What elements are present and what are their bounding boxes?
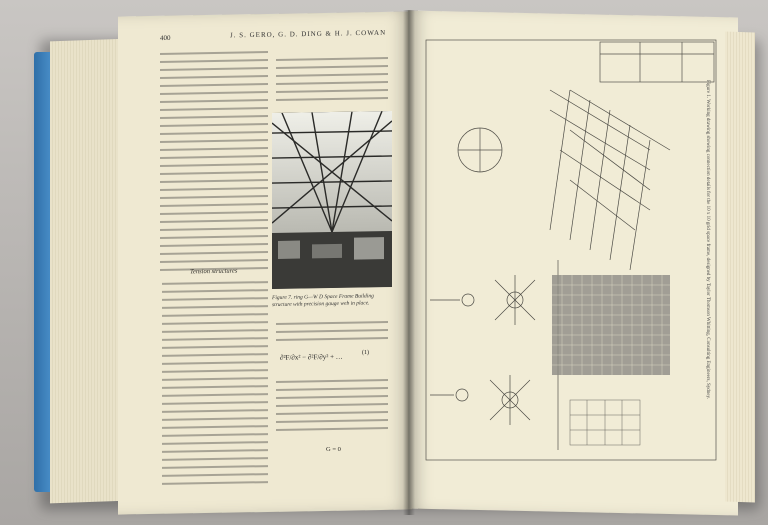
equation	[280, 347, 370, 367]
section-heading: Tension structures	[190, 267, 238, 276]
figure-caption: Figure 7. ring G—W D Space Frame Building structure with precision gauge web in place.	[272, 293, 374, 309]
technical-drawing	[420, 30, 720, 470]
equation-number: (1)	[362, 350, 369, 356]
running-header: J. S. GERO, G. D. DING & H. J. COWAN	[230, 28, 387, 40]
equation-final: G = 0	[326, 446, 341, 453]
page-number: 400	[160, 33, 171, 43]
book-gutter	[403, 10, 415, 515]
svg-text:∂²F/∂x² − ∂²F/∂y² + …: ∂²F/∂x² − ∂²F/∂y² + …	[280, 352, 343, 362]
right-page-rotated-caption: Figure 1. Working drawing showing connection details for the 10 x 10 grid space frame, designed by Taylor Thomson Whitting, Consulting Engineers, Sydney.	[705, 80, 710, 399]
space-frame-structure-image	[272, 111, 392, 289]
right-column-text-lower	[276, 379, 388, 437]
right-column-text-top	[276, 57, 388, 107]
photo-space-frame	[272, 111, 392, 289]
right-page-stack	[725, 31, 755, 502]
left-column-text	[160, 51, 268, 277]
right-column-text-mid	[276, 321, 388, 347]
left-column-text-lower	[162, 281, 268, 491]
